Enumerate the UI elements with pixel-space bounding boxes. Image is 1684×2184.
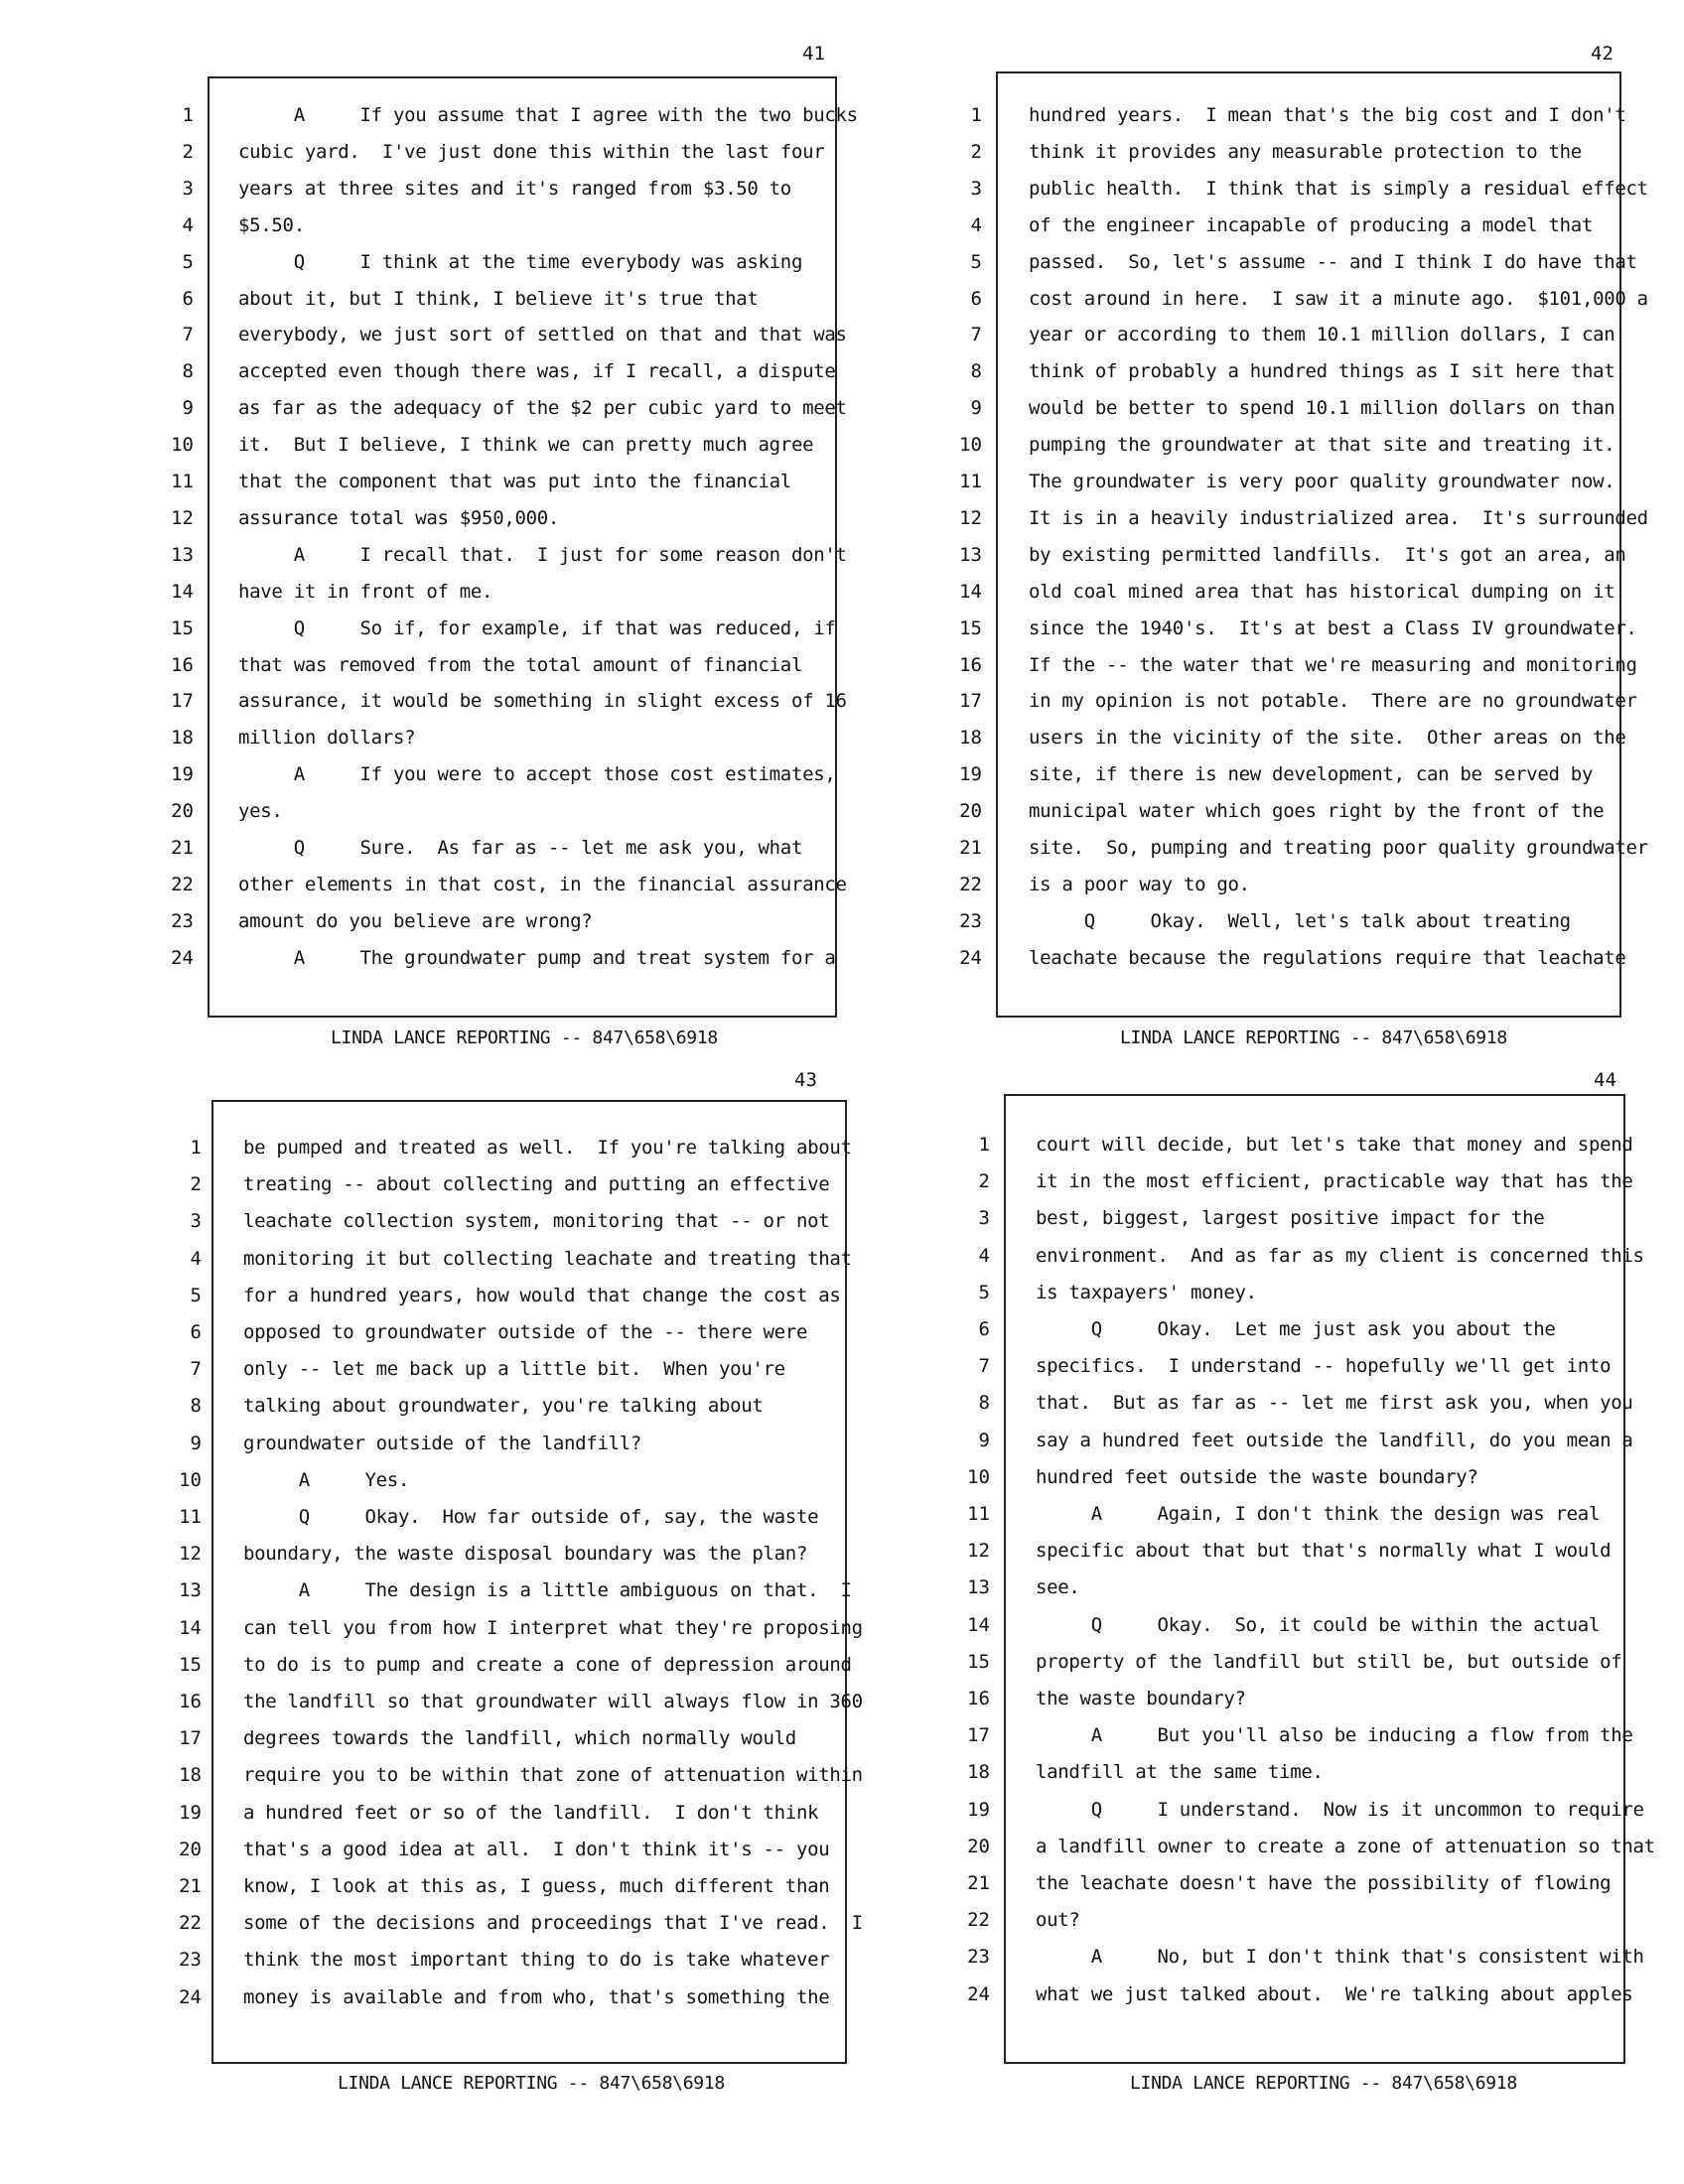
transcript-box (1004, 1094, 1625, 2064)
transcript-line: would be better to spend 10.1 million dollars on than (1029, 397, 1615, 420)
line-number: 17 (179, 1727, 202, 1750)
line-number: 18 (959, 727, 982, 750)
transcript-line: say a hundred feet outside the landfill, do you mean a (1036, 1429, 1633, 1451)
transcript-line: Q I understand. Now is it uncommon to require (1036, 1798, 1644, 1821)
transcript-line: require you to be within that zone of attenuation within (243, 1764, 863, 1787)
reporter-footer: LINDA LANCE REPORTING -- 847\658\6918 (331, 1027, 718, 1048)
transcript-line: think of probably a hundred things as I sit here that (1029, 360, 1615, 383)
line-number: 6 (970, 287, 982, 310)
line-number: 21 (179, 1875, 202, 1897)
transcript-line: leachate because the regulations require that leachate (1029, 946, 1626, 969)
transcript-line: landfill at the same time. (1036, 1761, 1324, 1784)
transcript-line: that the component that was put into the financial (238, 471, 791, 492)
transcript-line: best, biggest, largest positive impact for the (1036, 1207, 1545, 1230)
line-number: 8 (978, 1392, 990, 1415)
line-number: 13 (179, 1579, 202, 1602)
transcript-line: specific about that but that's normally what I would (1036, 1540, 1612, 1563)
line-number: 13 (967, 1576, 990, 1599)
transcript-line: think it provides any measurable protection to the (1029, 140, 1582, 163)
transcript-line: cubic yard. I've just done this within the last four (238, 140, 825, 163)
line-number: 9 (978, 1429, 990, 1451)
line-number: 21 (171, 837, 194, 859)
transcript-line: for a hundred years, how would that change the cost as (243, 1284, 841, 1306)
transcript-line: boundary, the waste disposal boundary was the plan? (243, 1543, 808, 1566)
transcript-line: A Yes. (243, 1468, 410, 1491)
line-number: 18 (171, 727, 194, 750)
transcript-line: specifics. I understand -- hopefully we'll get into (1036, 1355, 1612, 1378)
transcript-line: Q I think at the time everybody was asking (238, 250, 803, 273)
transcript-line: assurance total was $950,000. (238, 506, 560, 529)
transcript-line: public health. I think that is simply a residual effect (1029, 177, 1648, 200)
line-number: 22 (171, 873, 194, 895)
line-number: 4 (190, 1247, 202, 1270)
transcript-line: it in the most efficient, practicable way that has the (1036, 1170, 1633, 1193)
transcript-line: site, if there is new development, can be served by (1029, 763, 1594, 786)
line-number: 15 (179, 1653, 202, 1676)
line-number: 7 (978, 1355, 990, 1378)
line-number: 22 (967, 1909, 990, 1932)
transcript-line: that was removed from the total amount of financial (238, 653, 803, 676)
transcript-line: It is in a heavily industrialized area. It's surrounded (1029, 506, 1648, 529)
transcript-line: opposed to groundwater outside of the -- there were (243, 1321, 808, 1343)
transcript-line: Q Okay. How far outside of, say, the waste (243, 1506, 819, 1528)
line-number: 2 (978, 1170, 990, 1193)
line-number: 14 (179, 1616, 202, 1639)
transcript-line: of the engineer incapable of producing a model that (1029, 213, 1594, 236)
line-number: 19 (179, 1801, 202, 1824)
line-number: 20 (171, 800, 194, 823)
transcript-line: in my opinion is not potable. There are no groundwater (1029, 690, 1637, 713)
line-number: 4 (182, 213, 194, 236)
transcript-line: A The groundwater pump and treat system for a (238, 946, 836, 969)
transcript-line: hundred feet outside the waste boundary? (1036, 1465, 1478, 1488)
transcript-line: A But you'll also be inducing a flow from the (1036, 1724, 1633, 1747)
transcript-line: amount do you believe are wrong? (238, 909, 593, 932)
reporter-footer: LINDA LANCE REPORTING -- 847\658\6918 (338, 2073, 725, 2094)
transcript-line: have it in front of me. (238, 580, 493, 603)
transcript-line: be pumped and treated as well. If you're talking about (243, 1137, 852, 1159)
line-number: 19 (959, 763, 982, 786)
transcript-line: pumping the groundwater at that site and treating it. (1029, 434, 1615, 457)
page-number: 41 (802, 43, 825, 65)
line-number: 5 (182, 250, 194, 273)
page-number: 44 (1594, 1069, 1616, 1091)
line-number: 20 (959, 800, 982, 823)
line-number: 24 (959, 946, 982, 969)
line-number: 9 (970, 397, 982, 420)
line-number: 12 (171, 506, 194, 529)
line-number: 22 (959, 873, 982, 895)
line-number: 9 (190, 1432, 202, 1454)
line-number: 14 (171, 580, 194, 603)
line-number: 1 (970, 104, 982, 126)
transcript-line: monitoring it but collecting leachate and treating that (243, 1247, 852, 1270)
transcript-line: years at three sites and it's ranged from $3.50 to (238, 177, 791, 200)
line-number: 15 (967, 1650, 990, 1673)
transcript-line: know, I look at this as, I guess, much different than (243, 1875, 830, 1897)
transcript-line: other elements in that cost, in the financial assurance (238, 873, 847, 895)
transcript-line: only -- let me back up a little bit. When you're (243, 1358, 785, 1381)
line-number: 8 (190, 1395, 202, 1418)
line-number: 5 (978, 1281, 990, 1303)
line-number: 24 (967, 1982, 990, 2005)
transcript-line: money is available and from who, that's something the (243, 1985, 830, 2008)
transcript-line: A No, but I don't think that's consistent with (1036, 1946, 1644, 1969)
line-number: 7 (970, 324, 982, 346)
transcript-line: a landfill owner to create a zone of attenuation so that (1036, 1835, 1655, 1857)
line-number: 23 (959, 909, 982, 932)
line-number: 2 (182, 140, 194, 163)
line-number: 1 (182, 104, 194, 126)
line-number: 3 (978, 1207, 990, 1230)
transcript-line: Q Okay. So, it could be within the actual (1036, 1613, 1601, 1636)
line-number: 16 (171, 653, 194, 676)
line-number: 11 (179, 1506, 202, 1528)
line-number: 19 (171, 763, 194, 786)
transcript-line: is taxpayers' money. (1036, 1281, 1257, 1303)
transcript-line: the leachate doesn't have the possibility of flowing (1036, 1872, 1612, 1894)
line-number: 10 (171, 434, 194, 457)
transcript-line: Q Okay. Well, let's talk about treating (1029, 909, 1571, 932)
transcript-line: since the 1940's. It's at best a Class IV groundwater. (1029, 616, 1637, 639)
transcript-line: as far as the adequacy of the $2 per cubic yard to meet (238, 397, 847, 420)
line-number: 6 (182, 287, 194, 310)
line-number: 21 (959, 837, 982, 859)
transcript-line: what we just talked about. We're talking about apples (1036, 1982, 1633, 2005)
line-number: 24 (179, 1985, 202, 2008)
transcript-line: think the most important thing to do is take whatever (243, 1949, 830, 1972)
line-number: 17 (171, 690, 194, 713)
line-number: 21 (967, 1872, 990, 1894)
transcript-line: that. But as far as -- let me first ask you, when you (1036, 1392, 1633, 1415)
transcript-line: The groundwater is very poor quality groundwater now. (1029, 471, 1615, 492)
line-number: 19 (967, 1798, 990, 1821)
transcript-line: leachate collection system, monitoring that -- or not (243, 1210, 830, 1233)
line-number: 2 (970, 140, 982, 163)
line-number: 11 (171, 471, 194, 492)
line-number: 16 (959, 653, 982, 676)
transcript-line: court will decide, but let's take that money and spend (1036, 1134, 1633, 1156)
page-number: 43 (794, 1069, 817, 1091)
transcript-line: $5.50. (238, 213, 305, 236)
transcript-line: a hundred feet or so of the landfill. I don't think (243, 1801, 819, 1824)
transcript-line: million dollars? (238, 727, 416, 750)
line-number: 10 (179, 1468, 202, 1491)
transcript-line: treating -- about collecting and putting an effective (243, 1173, 830, 1196)
transcript-line: municipal water which goes right by the front of the (1029, 800, 1605, 823)
line-number: 20 (179, 1838, 202, 1860)
transcript-line: property of the landfill but still be, but outside of (1036, 1650, 1622, 1673)
transcript-line: it. But I believe, I think we can pretty much agree (238, 434, 814, 457)
transcript-line: some of the decisions and proceedings that I've read. I (243, 1912, 863, 1935)
transcript-line: A Again, I don't think the design was real (1036, 1503, 1601, 1525)
transcript-line: about it, but I think, I believe it's true that (238, 287, 759, 310)
line-number: 18 (967, 1761, 990, 1784)
line-number: 14 (967, 1613, 990, 1636)
line-number: 23 (171, 909, 194, 932)
line-number: 12 (967, 1540, 990, 1563)
transcript-line: the landfill so that groundwater will always flow in 360 (243, 1691, 863, 1712)
transcript-line: hundred years. I mean that's the big cost and I don't (1029, 104, 1626, 126)
line-number: 12 (959, 506, 982, 529)
transcript-line: cost around in here. I saw it a minute ago. $101,000 a (1029, 287, 1648, 310)
line-number: 3 (970, 177, 982, 200)
transcript-line: Q Sure. As far as -- let me ask you, what (238, 837, 803, 859)
line-number: 5 (970, 250, 982, 273)
line-number: 4 (978, 1244, 990, 1267)
line-number: 10 (959, 434, 982, 457)
line-number: 24 (171, 946, 194, 969)
line-number: 7 (182, 324, 194, 346)
transcript-line: to do is to pump and create a cone of depression around (243, 1653, 852, 1676)
line-number: 7 (190, 1358, 202, 1381)
line-number: 4 (970, 213, 982, 236)
page-number: 42 (1591, 43, 1614, 65)
line-number: 6 (190, 1321, 202, 1343)
transcript-line: users in the vicinity of the site. Other areas on the (1029, 727, 1626, 750)
line-number: 17 (967, 1724, 990, 1747)
line-number: 8 (182, 360, 194, 383)
transcript-line: A If you were to accept those cost estimates, (238, 763, 836, 786)
transcript-line: see. (1036, 1576, 1080, 1599)
transcript-line: Q So if, for example, if that was reduced, if (238, 616, 836, 639)
transcript-line: accepted even though there was, if I recall, a dispute (238, 360, 836, 383)
line-number: 20 (967, 1835, 990, 1857)
line-number: 3 (182, 177, 194, 200)
line-number: 17 (959, 690, 982, 713)
line-number: 3 (190, 1210, 202, 1233)
transcript-line: can tell you from how I interpret what they're proposing (243, 1616, 863, 1639)
line-number: 9 (182, 397, 194, 420)
reporter-footer: LINDA LANCE REPORTING -- 847\658\6918 (1120, 1027, 1507, 1048)
line-number: 14 (959, 580, 982, 603)
transcript-line: If the -- the water that we're measuring and monitoring (1029, 653, 1637, 676)
transcript-line: yes. (238, 800, 283, 823)
line-number: 8 (970, 360, 982, 383)
transcript-line: site. So, pumping and treating poor quality groundwater (1029, 837, 1648, 859)
transcript-line: environment. And as far as my client is concerned this (1036, 1244, 1644, 1267)
line-number: 16 (967, 1688, 990, 1709)
transcript-line: everybody, we just sort of settled on that and that was (238, 324, 847, 346)
line-number: 15 (171, 616, 194, 639)
transcript-line: degrees towards the landfill, which normally would (243, 1727, 796, 1750)
line-number: 11 (967, 1503, 990, 1525)
transcript-line: that's a good idea at all. I don't think it's -- you (243, 1838, 830, 1860)
line-number: 15 (959, 616, 982, 639)
line-number: 10 (967, 1465, 990, 1488)
line-number: 23 (967, 1946, 990, 1969)
line-number: 1 (190, 1137, 202, 1159)
line-number: 22 (179, 1912, 202, 1935)
transcript-line: is a poor way to go. (1029, 873, 1250, 895)
line-number: 2 (190, 1173, 202, 1196)
transcript-line: Q Okay. Let me just ask you about the (1036, 1318, 1556, 1340)
transcript-line: out? (1036, 1909, 1080, 1932)
line-number: 13 (171, 543, 194, 566)
line-number: 23 (179, 1949, 202, 1972)
transcript-line: year or according to them 10.1 million dollars, I can (1029, 324, 1615, 346)
line-number: 1 (978, 1134, 990, 1156)
line-number: 18 (179, 1764, 202, 1787)
line-number: 16 (179, 1691, 202, 1712)
transcript-line: assurance, it would be something in slight excess of 16 (238, 690, 847, 713)
transcript-line: A The design is a little ambiguous on that. I (243, 1579, 852, 1602)
transcript-line: old coal mined area that has historical dumping on it (1029, 580, 1615, 603)
line-number: 5 (190, 1284, 202, 1306)
transcript-line: A I recall that. I just for some reason don't (238, 543, 847, 566)
line-number: 13 (959, 543, 982, 566)
line-number: 11 (959, 471, 982, 492)
transcript-line: talking about groundwater, you're talking about (243, 1395, 764, 1418)
line-number: 12 (179, 1543, 202, 1566)
line-number: 6 (978, 1318, 990, 1340)
transcript-line: the waste boundary? (1036, 1688, 1246, 1709)
reporter-footer: LINDA LANCE REPORTING -- 847\658\6918 (1130, 2073, 1517, 2094)
transcript-line: passed. So, let's assume -- and I think I do have that (1029, 250, 1637, 273)
transcript-line: by existing permitted landfills. It's got an area, an (1029, 543, 1626, 566)
transcript-line: A If you assume that I agree with the two bucks (238, 104, 858, 126)
transcript-line: groundwater outside of the landfill? (243, 1432, 642, 1454)
